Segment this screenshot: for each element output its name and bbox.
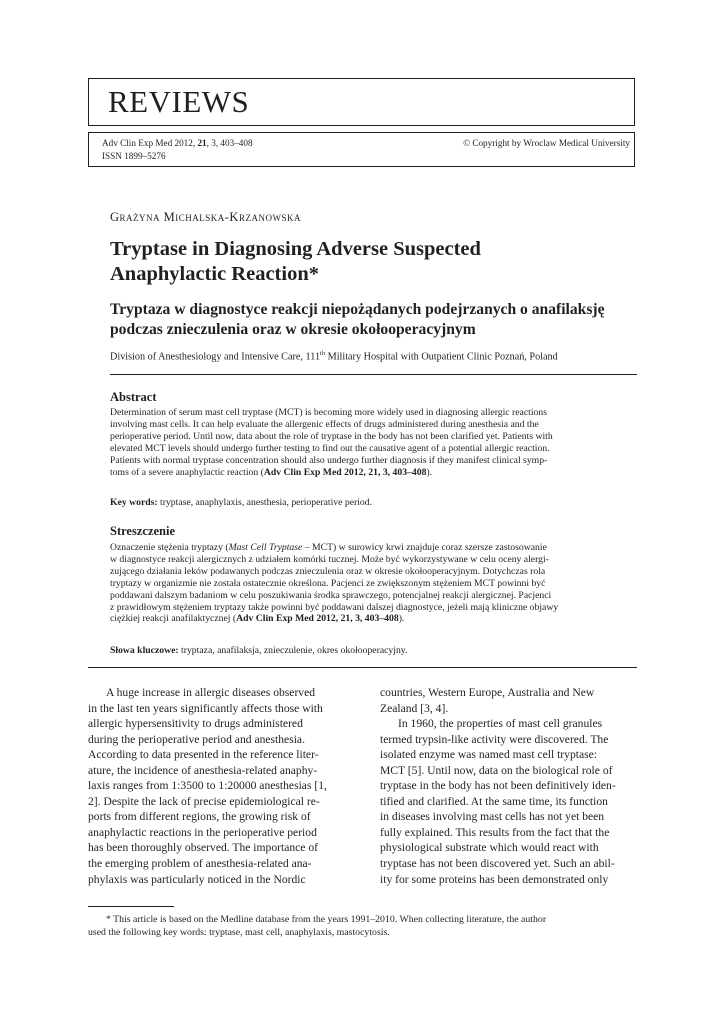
keywords-list: tryptase, anaphylaxis, anesthesia, perioperative period. [157,497,373,508]
article-title-polish [110,300,650,340]
body-line: ports from different regions, the growing risk of [88,810,311,824]
body-line: the emerging problem of anesthesia-related ana- [88,857,312,871]
abstract-line-text: ). [426,466,433,478]
body-line: tryptase has not been discovered yet. Such an abil- [380,857,615,871]
abstract-heading: Abstract [110,390,157,404]
keywords [110,497,372,508]
body-line: physiological substrate which would react with [380,841,599,855]
streszczenie-line: poddawani dalszym badaniom w celu poszukiwania środka sprawczego, potencjalnej reakcji alergicznej. Pacjenci [110,589,552,601]
copyright: © Copyright by Wroclaw Medical University [463,138,630,148]
body-line: Zealand [3, 4]. [380,701,449,715]
body-line: ature, the incidence of anesthesia-related anaphy- [88,763,318,777]
section-header-box [88,78,635,126]
body-line: in the last ten years significantly affects those with [88,701,323,715]
streszczenie-citation: Adv Clin Exp Med 2012, 21, 3, 403–408 [236,613,399,625]
article-title-line: Anaphylactic Reaction* [110,263,319,285]
journal-prefix: Adv Clin Exp Med 2012, [102,138,198,148]
abstract-line-text: toms of a severe anaphylactic reaction ( [110,466,264,478]
footnote-rule [88,906,174,907]
streszczenie-line-text: ). [398,613,405,625]
streszczenie-line: tryptazy w organizmie nie została ostatecznie określona. Pacjenci ze zwiększonym stężeniem MCT powinni być [110,577,546,589]
abstract-line: perioperative period. Until now, data about the role of tryptase in the body has not been clarified yet. Patients with [110,430,553,442]
body-line: during the perioperative period and anesthesia. [88,732,305,746]
streszczenie-line-text: Oznaczenie stężenia tryptazy ( [110,542,229,553]
body-line: isolated enzyme was named mast cell tryptase: [380,748,597,762]
streszczenie-line: zującego działania leków podawanych podczas znieczulenia oraz w okresie okołooperacyjnym. Dotychczas rola [110,565,546,577]
streszczenie-line: z prawidłowym stężeniem tryptazy także powinni być poddawani dalszej diagnostyce, jeżeli mają kliniczne objawy [110,601,559,613]
article-title-line: Tryptase in Diagnosing Adverse Suspected [110,238,481,260]
citation-box [88,132,635,167]
affiliation-ordinal: th [320,350,326,357]
body-line: tified and clarified. At the same time, its function [380,794,608,808]
article-title-polish-line: Tryptaza w diagnostyce reakcji niepożądanych podejrzanych o anafilaksję [110,301,605,318]
body-line: According to data presented in the reference liter- [88,748,319,762]
body-line: has been thoroughly observed. The importance of [88,841,318,855]
affiliation [110,350,558,362]
body-line: termed trypsin-like activity were discovered. The [380,732,609,746]
body-line: ity for some proteins has been demonstrated only [380,872,609,886]
body-line: laxis ranges from 1:3500 to 1:20000 anesthesias [1, [88,779,327,793]
body-column-left [88,685,345,887]
keywords-polish-label: Słowa kluczowe: [110,645,179,656]
body-line: A huge increase in allergic diseases observed [106,686,316,699]
streszczenie-italic-term: Mast Cell Tryptase [228,542,303,553]
abstract-line: elevated MCT levels should undergo further testing to find out the causative agent of a potential allergic reaction. [110,442,550,454]
journal-citation [102,137,253,150]
journal-volume: 21 [197,138,207,148]
section-label: REVIEWS [108,84,250,119]
streszczenie-heading: Streszczenie [110,524,176,538]
streszczenie-text [110,542,638,625]
footnote-line: * This article is based on the Medline database from the years 1991–2010. When collecting literature, the author [106,914,547,925]
streszczenie-line: w diagnostyce reakcji alergicznych z udziałem komórki tucznej. Może być wykorzystywane w celu oceny alergi- [110,553,549,565]
footnote [88,914,637,939]
body-line: in diseases involving mast cells has not yet been [380,810,605,824]
streszczenie-line-text: ciężkiej reakcji anafilaktycznej ( [110,613,237,625]
body-line: MCT [5]. Until now, data on the biological role of [380,763,613,777]
body-line: 2]. Despite the lack of precise epidemiological re- [88,794,320,808]
body-line: phylaxis was particularly noticed in the Nordic [88,872,306,886]
body-column-right [380,685,638,887]
keywords-label: Key words: [110,497,158,508]
streszczenie-line [110,613,638,625]
abstract-line: involving mast cells. It can help evaluate the allergenic effects of drugs administered during anesthesia and the [110,418,539,430]
body-line: tryptase in the body has not been definitively iden- [380,779,616,793]
issn: ISSN 1899–5276 [102,151,166,161]
affiliation-text: Military Hospital with Outpatient Clinic Poznań, Poland [325,351,558,363]
footnote-line: used the following key words: tryptase, mast cell, anaphylaxis, mastocytosis. [88,926,390,938]
streszczenie-line [110,542,638,554]
body-line: allergic hypersensitivity to drugs administered [88,717,303,731]
body-line: anaphylactic reactions in the perioperative period [88,825,317,839]
keywords-polish [110,645,407,656]
abstract-text [110,407,638,478]
keywords-polish-list: tryptaza, anafilaksja, znieczulenie, okres okołooperacyjny. [178,645,408,656]
abstract-bottom-rule [88,667,637,668]
body-line: countries, Western Europe, Australia and New [380,686,595,699]
streszczenie-line-text: – MCT) w surowicy krwi znajduje coraz szersze zastosowanie [302,542,547,553]
body-line: In 1960, the properties of mast cell granules [398,717,603,731]
abstract-top-rule [110,374,637,375]
article-title [110,237,610,287]
abstract-line [110,467,638,479]
abstract-line: Determination of serum mast cell tryptase (MCT) is becoming more widely used in diagnosing allergic reactions [110,407,547,418]
journal-suffix: , 3, 403–408 [206,138,253,148]
abstract-citation: Adv Clin Exp Med 2012, 21, 3, 403–408 [263,466,427,478]
abstract-line: Patients with normal tryptase concentration should also undergo further diagnosis if they manifest clinical symp- [110,454,548,466]
affiliation-text: Division of Anesthesiology and Intensive Care, 111 [110,351,321,363]
body-line: fully explained. This results from the fact that the [380,825,610,839]
author-name: Grażyna Michalska-Krzanowska [110,210,301,224]
article-title-polish-line: podczas znieczulenia oraz w okresie okołooperacyjnym [110,321,476,338]
